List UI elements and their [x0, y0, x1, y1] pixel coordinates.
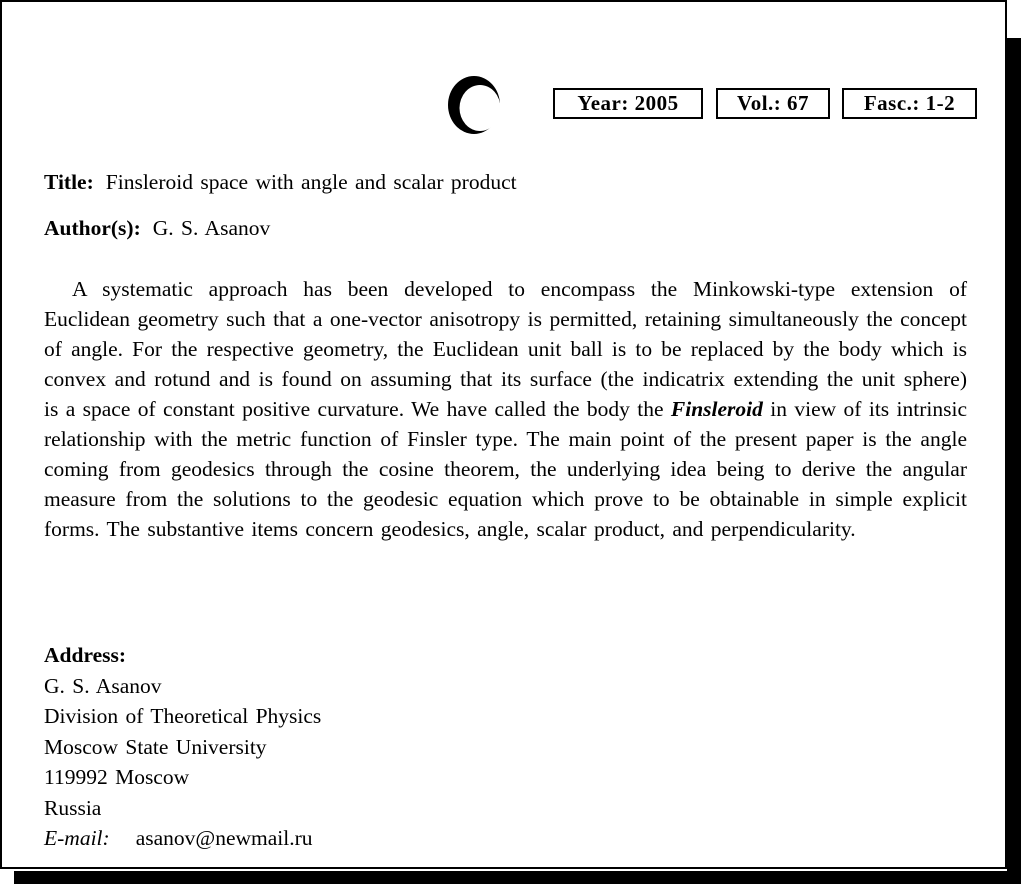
address-line-country: Russia: [44, 795, 102, 820]
year-badge-label: Year: 2005: [577, 91, 679, 115]
authors-label: Author(s):: [44, 216, 141, 240]
address-line-university: Moscow State University: [44, 734, 267, 759]
authors-text: G. S. Asanov: [152, 216, 271, 240]
page-shadow-right: [1007, 38, 1021, 884]
page-shadow-bottom: [14, 871, 1021, 884]
title-line: [44, 170, 967, 194]
email-value: asanov@newmail.ru: [135, 826, 313, 850]
email-line: [44, 823, 967, 854]
volume-badge-label: Vol.: 67: [736, 91, 810, 115]
year-badge: [553, 88, 703, 119]
abstract-emphasis-finsleroid: Finsleroid: [670, 397, 763, 421]
address-block: [44, 640, 967, 854]
title-text: Finsleroid space with angle and scalar product: [105, 170, 517, 194]
abstract-paragraph: [44, 274, 967, 544]
title-label: Title:: [44, 170, 94, 194]
abstract-text-part1: A systematic approach has been developed to encompass the Minkowski-type extension of Euclidean geometry such that a one-vector anisotropy is permitted, retaining simultaneously the concept of angle. For the respective geometry, the Euclidean unit ball is to be replaced by the body which is convex and rotund and is found on assuming that its surface (the indicatrix extending the unit sphere) is a space of constant positive curvature. We have called the body the: [44, 277, 967, 421]
volume-badge: [716, 88, 830, 119]
fascicle-badge: [842, 88, 977, 119]
address-line-name: G. S. Asanov: [44, 673, 162, 698]
authors-line: [44, 216, 967, 240]
address-line-city: 119992 Moscow: [44, 765, 190, 789]
abstract-text-part2: in view of its intrinsic relationship with the metric function of Finsler type. The main point of the present paper is the angle coming from geodesics through the cosine theorem, the underlying idea being to derive the angular measure from the solutions to the geodesic equation which prove to be obtainable in simple explicit forms. The substantive items concern geodesics, angle, scalar product, and perpendicularity.: [44, 397, 968, 541]
email-label: E-mail:: [44, 826, 110, 850]
address-line-division: Division of Theoretical Physics: [44, 704, 322, 728]
fascicle-badge-label: Fasc.: 1-2: [863, 91, 956, 115]
crescent-moon-icon: [448, 75, 502, 135]
address-label: Address:: [44, 643, 127, 667]
